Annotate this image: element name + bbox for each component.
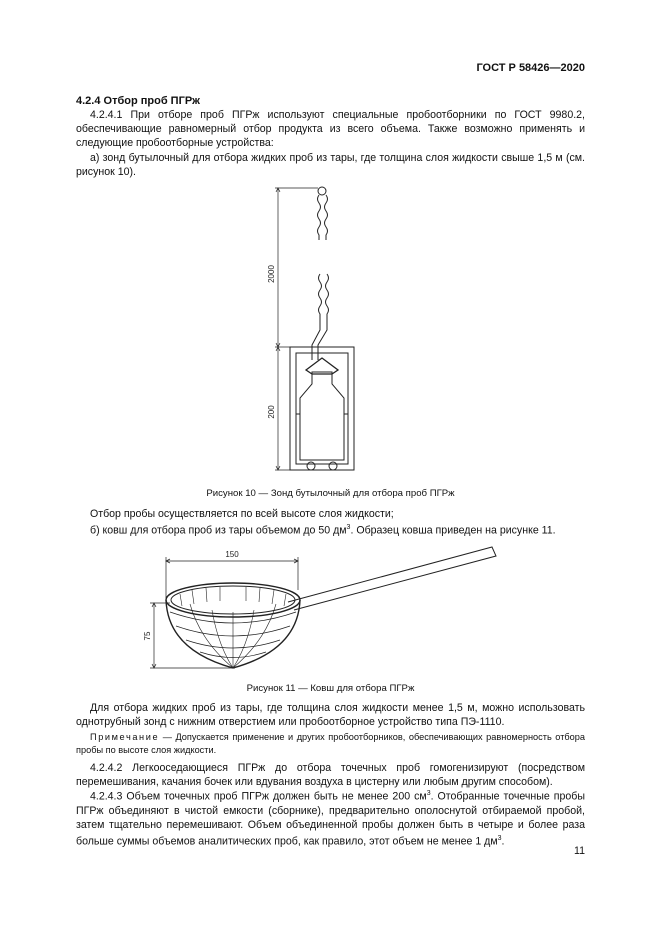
superscript: 3 [426,790,431,797]
figure-11-caption: Рисунок 11 — Ковш для отбора ПГРж [246,683,415,694]
superscript: 3 [346,524,351,531]
ladle-rim [166,583,300,617]
note-text: — Допускается применение и других пробоотборников, обеспечивающих равномерность отбора пробы по высоте слоя жидкости. [76,732,585,755]
superscript: 3 [497,834,502,842]
list-item-b-text: б) ковш для отбора проб из тары объемом до 50 дм [90,524,347,537]
paragraph-4243-b: . Отобранные точечные пробы ПГРж объединяют в чистой емкости (сборнике), предварительно ополоснутой отбираемой пробой, затем тщательно перемешивают. Объем объединенной пробы должен быть в четыре и более раза больше суммы объемов аналитических проб, как правило, этот объем не менее 1 дм [76,790,585,848]
dimension-label: 200 [267,405,276,419]
paragraph-4241: 4.2.4.1 При отборе проб ПГРж используют специальные пробоотборники по ГОСТ 9980.2, обеспечивающие равномерный отбор продукта из всего объема. Также возможно применять и следующие пробоотборные устройства: [76,109,585,149]
dimension-label: 75 [143,631,152,641]
dimension-label: 2000 [267,265,276,283]
section-title: 4.2.4 Отбор проб ПГРж [76,95,200,107]
paragraph-4243 [76,787,585,848]
ladle-handle [288,547,496,610]
note [76,731,585,756]
paragraph-4242: 4.2.4.2 Легкооседающиеся ПГРж до отбора точечных проб гомогенизируют (посредством перемешивания, качания бочек или вдувания воздуха в цистерну или любым другим способом). [76,762,585,788]
paragraph-4243-a: 4.2.4.3 Объем точечных проб ПГРж должен быть не менее 200 см [90,790,427,803]
dimension-label: 150 [225,550,239,559]
note-label: Примечание [90,732,160,742]
paragraph-4243-c: . [501,835,505,848]
list-item-a: а) зонд бутылочный для отбора жидких проб из тары, где толщина слоя жидкости свыше 1,5 м (см. рисунок 10). [76,152,585,178]
paragraph-probe: Для отбора жидких проб из тары, где толщина слоя жидкости менее 1,5 м, можно использовать однотрубный зонд с нижним отверстием или пробоотборное устройство типа ПЭ-1110. [76,702,585,728]
paragraph-sampling: Отбор пробы осуществляется по всей высоте слоя жидкости; [90,508,394,520]
page-number: 11 [574,845,585,857]
figure-10-caption: Рисунок 10 — Зонд бутылочный для отбора проб ПГРж [206,488,455,499]
list-item-b-tail: . Образец ковша приведен на рисунке 11. [350,524,556,537]
document-header: ГОСТ Р 58426—2020 [476,62,585,74]
